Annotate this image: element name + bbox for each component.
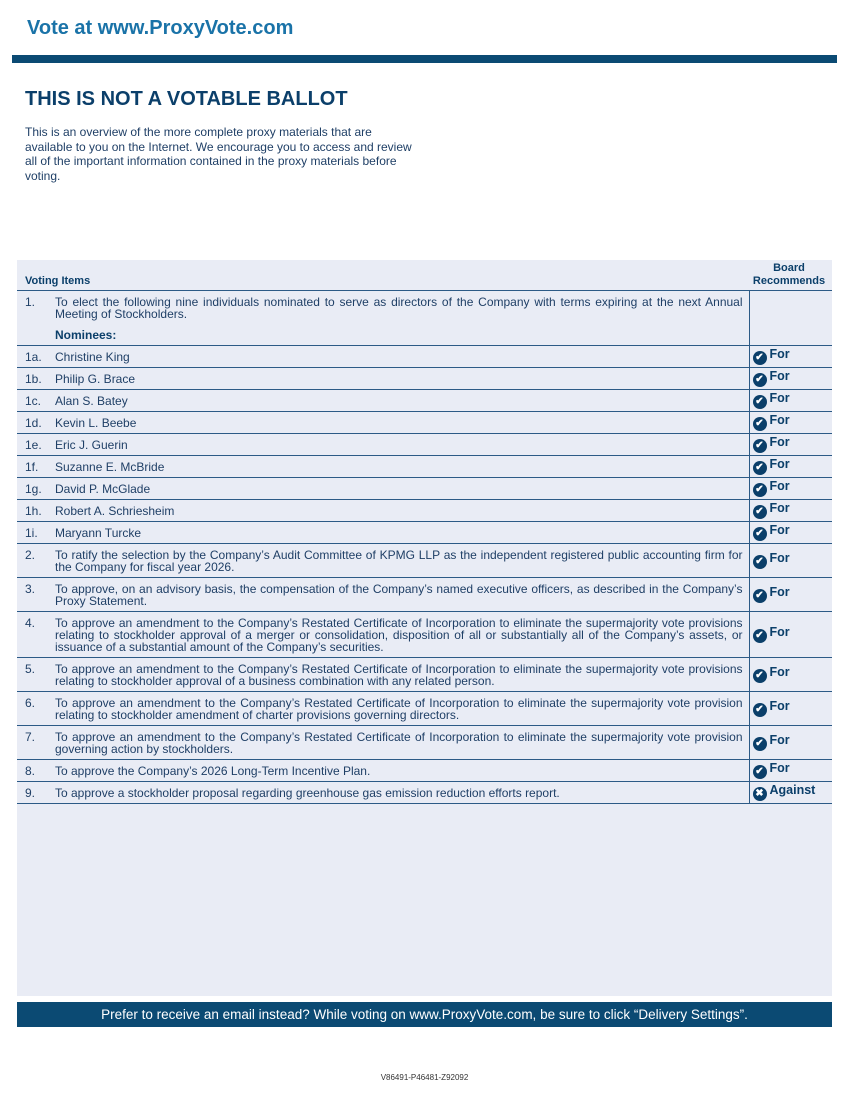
recommendation-label: For <box>769 369 790 383</box>
item-number: 3. <box>17 578 54 612</box>
item-number: 6. <box>17 692 54 726</box>
voting-items-heading: Voting Items <box>25 275 91 287</box>
item-description: Philip G. Brace <box>54 368 749 390</box>
email-delivery-banner: Prefer to receive an email instead? While voting on www.ProxyVote.com, be sure to click “Delivery Settings”. <box>17 1002 832 1027</box>
voting-items-table <box>17 290 832 804</box>
item-description: To approve an amendment to the Company’s Restated Certificate of Incorporation to eliminate the supermajority vote provision governing action by stockholders. <box>54 726 749 760</box>
document-code: V86491-P46481-Z92092 <box>380 1073 469 1082</box>
item-description: To approve a stockholder proposal regarding greenhouse gas emission reduction efforts report. <box>54 782 749 804</box>
item-number: 1i. <box>17 522 54 544</box>
table-row <box>17 390 832 412</box>
table-row <box>17 782 832 804</box>
item-description: Christine King <box>54 346 749 368</box>
item-number: 7. <box>17 726 54 760</box>
recommendation-label: For <box>769 761 790 775</box>
recommendation-label: For <box>769 699 790 713</box>
item-number: 4. <box>17 612 54 658</box>
item-number <box>17 324 54 346</box>
recommendation-label: For <box>769 347 790 361</box>
table-row <box>17 658 832 692</box>
item-recommendation <box>749 478 832 500</box>
item-description: Robert A. Schriesheim <box>54 500 749 522</box>
table-row <box>17 324 832 346</box>
item-description: To approve an amendment to the Company’s Restated Certificate of Incorporation to eliminate the supermajority vote provisions relating to stockholder approval of a merger or consolidation, disposition of all or substantially all of the Company’s assets, or issuance of a substantial amount of the Company’s securities. <box>54 612 749 658</box>
item-number: 5. <box>17 658 54 692</box>
item-recommendation <box>749 456 832 478</box>
check-circle-icon: ✔ <box>753 417 767 431</box>
recommendation-label: For <box>769 413 790 427</box>
item-description: To ratify the selection by the Company’s Audit Committee of KPMG LLP as the independent registered public accounting firm for the Company for fiscal year 2026. <box>54 544 749 578</box>
table-row <box>17 726 832 760</box>
item-recommendation <box>749 658 832 692</box>
table-row <box>17 412 832 434</box>
item-number: 1b. <box>17 368 54 390</box>
check-circle-icon: ✔ <box>753 483 767 497</box>
recommendation-label: For <box>769 523 790 537</box>
check-circle-icon: ✔ <box>753 703 767 717</box>
item-recommendation <box>749 291 832 325</box>
item-description: To approve an amendment to the Company’s Restated Certificate of Incorporation to eliminate the supermajority vote provision relating to stockholder amendment of charter provisions governing directors. <box>54 692 749 726</box>
item-description: David P. McGlade <box>54 478 749 500</box>
item-number: 8. <box>17 760 54 782</box>
item-recommendation <box>749 544 832 578</box>
item-recommendation <box>749 346 832 368</box>
item-description: Alan S. Batey <box>54 390 749 412</box>
table-row <box>17 346 832 368</box>
intro-paragraph: This is an overview of the more complete proxy materials that are available to you on the Internet. We encourage you to access and review all of the important information contained in the proxy materials before voting. <box>25 125 412 183</box>
item-description: Kevin L. Beebe <box>54 412 749 434</box>
item-number: 9. <box>17 782 54 804</box>
check-circle-icon: ✔ <box>753 395 767 409</box>
page-title: THIS IS NOT A VOTABLE BALLOT <box>25 88 348 110</box>
recommendation-label: For <box>769 457 790 471</box>
proxyvote-link[interactable]: Vote at www.ProxyVote.com <box>27 17 294 39</box>
item-number: 1c. <box>17 390 54 412</box>
table-row <box>17 500 832 522</box>
item-description: To elect the following nine individuals nominated to serve as directors of the Company with terms expiring at the next Annual Meeting of Stockholders. <box>54 291 749 325</box>
recommendation-label: For <box>769 391 790 405</box>
item-recommendation <box>749 434 832 456</box>
table-row <box>17 478 832 500</box>
table-row <box>17 456 832 478</box>
recommendation-label: For <box>769 585 790 599</box>
item-description: Eric J. Guerin <box>54 434 749 456</box>
item-description: Maryann Turcke <box>54 522 749 544</box>
nominees-label: Nominees: <box>54 324 749 346</box>
recommendation-label: For <box>769 625 790 639</box>
check-circle-icon: ✔ <box>753 439 767 453</box>
table-row <box>17 434 832 456</box>
table-row <box>17 522 832 544</box>
check-circle-icon: ✔ <box>753 373 767 387</box>
recommendation-label: For <box>769 665 790 679</box>
item-recommendation <box>749 782 832 804</box>
recommendation-label: For <box>769 435 790 449</box>
check-circle-icon: ✔ <box>753 629 767 643</box>
check-circle-icon: ✔ <box>753 527 767 541</box>
board-recommends-heading <box>745 262 833 287</box>
item-recommendation <box>749 324 832 346</box>
check-circle-icon: ✔ <box>753 737 767 751</box>
item-recommendation <box>749 412 832 434</box>
item-description: To approve the Company’s 2026 Long-Term Incentive Plan. <box>54 760 749 782</box>
header-divider <box>12 55 837 63</box>
item-description: To approve, on an advisory basis, the compensation of the Company’s named executive officers, as described in the Company’s Proxy Statement. <box>54 578 749 612</box>
item-recommendation <box>749 612 832 658</box>
check-circle-icon: ✔ <box>753 351 767 365</box>
recommendation-label: For <box>769 479 790 493</box>
table-row <box>17 368 832 390</box>
item-recommendation <box>749 578 832 612</box>
item-recommendation <box>749 760 832 782</box>
check-circle-icon: ✔ <box>753 461 767 475</box>
board-heading-line1: Board <box>773 262 805 274</box>
table-row <box>17 291 832 325</box>
item-number: 1. <box>17 291 54 325</box>
item-description: To approve an amendment to the Company’s Restated Certificate of Incorporation to eliminate the supermajority vote provisions relating to stockholder approval of a business combination with any related person. <box>54 658 749 692</box>
item-recommendation <box>749 692 832 726</box>
x-circle-icon: ✖ <box>753 787 767 801</box>
item-number: 1a. <box>17 346 54 368</box>
item-number: 1f. <box>17 456 54 478</box>
board-heading-line2: Recommends <box>752 274 826 287</box>
table-row <box>17 612 832 658</box>
check-circle-icon: ✔ <box>753 669 767 683</box>
check-circle-icon: ✔ <box>753 505 767 519</box>
recommendation-label: For <box>769 733 790 747</box>
item-number: 1h. <box>17 500 54 522</box>
item-recommendation <box>749 500 832 522</box>
recommendation-label: For <box>769 551 790 565</box>
item-number: 1g. <box>17 478 54 500</box>
check-circle-icon: ✔ <box>753 589 767 603</box>
item-number: 1e. <box>17 434 54 456</box>
item-recommendation <box>749 368 832 390</box>
recommendation-label: For <box>769 501 790 515</box>
table-row <box>17 760 832 782</box>
check-circle-icon: ✔ <box>753 765 767 779</box>
table-row <box>17 578 832 612</box>
table-row <box>17 544 832 578</box>
item-recommendation <box>749 522 832 544</box>
table-row <box>17 692 832 726</box>
check-circle-icon: ✔ <box>753 555 767 569</box>
item-description: Suzanne E. McBride <box>54 456 749 478</box>
recommendation-label: Against <box>769 783 816 797</box>
item-number: 1d. <box>17 412 54 434</box>
item-number: 2. <box>17 544 54 578</box>
item-recommendation <box>749 390 832 412</box>
item-recommendation <box>749 726 832 760</box>
